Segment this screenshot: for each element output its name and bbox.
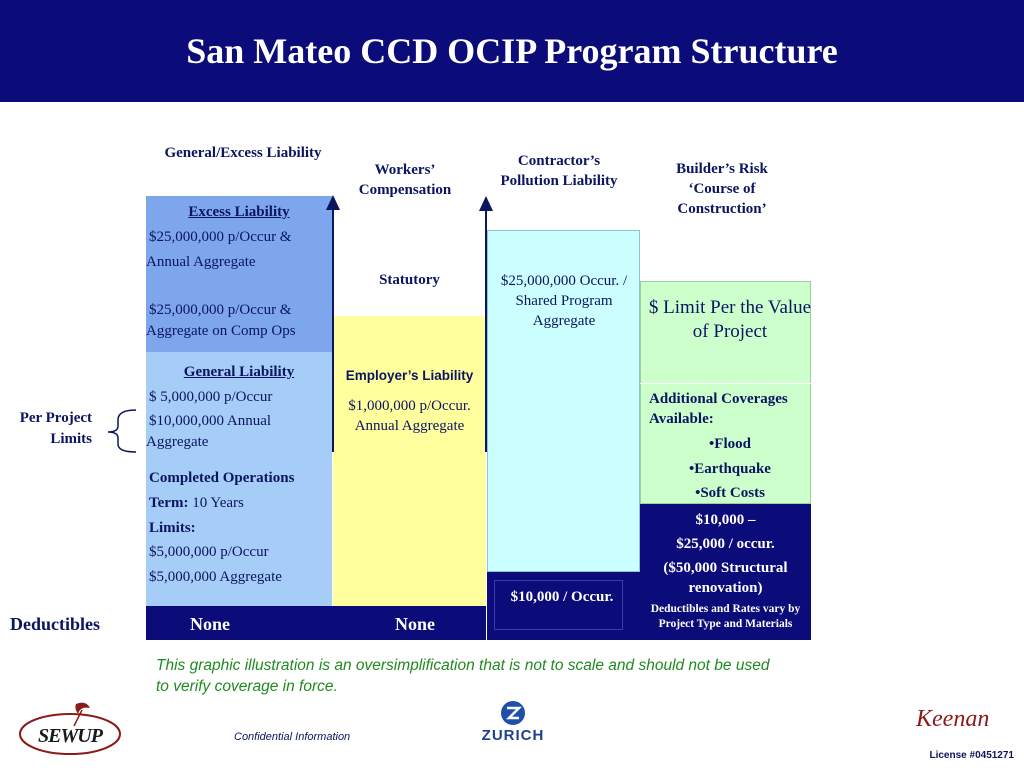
additional-coverages-heading: Additional Coverages Available: — [649, 391, 788, 427]
builders-risk-deductible-line3: ($50,000 Structural renovation) — [663, 560, 788, 596]
completed-operations-line2: $5,000,000 Aggregate — [149, 569, 282, 585]
general-liability-line2: $10,000,000 Annual — [149, 413, 272, 429]
additional-coverage-flood: •Flood — [709, 436, 751, 452]
header-workers-compensation: Workers’ Compensation — [358, 162, 452, 198]
term-label: Term: — [149, 495, 189, 511]
completed-operations-limits-label: Limits: — [149, 520, 196, 536]
pollution-liability-limit: $25,000,000 Occur. / Shared Program Aggregate — [500, 273, 628, 329]
general-liability-line1: $ 5,000,000 p/Occur — [149, 389, 273, 405]
confidential-label: Confidential Information — [234, 731, 351, 743]
page-title: San Mateo CCD OCIP Program Structure — [186, 31, 838, 71]
employers-liability-line2: Annual Aggregate — [354, 418, 465, 434]
builders-risk-deductible-note: Deductibles and Rates vary by Project Type and Materials — [650, 603, 801, 630]
completed-operations-line1: $5,000,000 p/Occur — [149, 544, 269, 560]
header-general-excess-liability: General/Excess Liability — [164, 145, 322, 161]
arrow-up-icon — [479, 196, 493, 452]
zurich-logo-icon — [500, 700, 526, 726]
header-contractors-pollution-liability: Contractor’s Pollution Liability — [500, 153, 618, 189]
employers-liability-heading: Employer’s Liability — [345, 368, 474, 383]
excess-liability-line4: Aggregate on Comp Ops — [146, 323, 296, 339]
excess-liability-line3: $25,000,000 p/Occur & — [149, 302, 292, 318]
statutory-label: Statutory — [379, 272, 440, 288]
employers-liability-line1: $1,000,000 p/Occur. — [348, 398, 471, 414]
excess-liability-line2: Annual Aggregate — [146, 254, 256, 270]
general-liability-heading: General Liability — [183, 364, 295, 380]
brace-icon — [108, 410, 136, 452]
builders-risk-deductible-line2: $25,000 / occur. — [676, 536, 775, 552]
zurich-logo-text: ZURICH — [481, 727, 545, 744]
per-project-limits-label: Per Project Limits — [19, 410, 92, 447]
arrow-up-icon — [326, 195, 340, 452]
additional-coverage-soft-costs: •Soft Costs — [695, 485, 765, 501]
completed-operations-heading: Completed Operations — [149, 470, 295, 486]
builders-risk-limit: $ Limit Per the Value of Project — [648, 297, 812, 342]
disclaimer-text: This graphic illustration is an oversimplification that is not to scale and should not be used to verify coverage in force. — [156, 657, 770, 695]
builders-risk-deductible-line1: $10,000 – — [695, 512, 756, 528]
general-liability-line3: Aggregate — [146, 434, 209, 450]
deductible-gl: None — [190, 614, 230, 634]
pollution-deductible: $10,000 / Occur. — [510, 589, 614, 605]
sewup-logo — [16, 698, 124, 758]
keenan-logo: Keenan — [916, 706, 990, 732]
header-builders-risk: Builder’s Risk ‘Course of Construction’ — [676, 161, 768, 217]
license-number: License #0451271 — [929, 750, 1014, 761]
excess-liability-line1: $25,000,000 p/Occur & — [149, 229, 292, 245]
deductibles-label: Deductibles — [10, 614, 100, 634]
excess-liability-heading: Excess Liability — [188, 204, 290, 220]
term-value: 10 Years — [188, 495, 244, 511]
deductible-wc: None — [395, 614, 435, 634]
zurich-logo — [474, 700, 552, 748]
sewup-logo-text: SEWUP — [38, 725, 102, 747]
additional-coverage-earthquake: •Earthquake — [689, 461, 771, 477]
